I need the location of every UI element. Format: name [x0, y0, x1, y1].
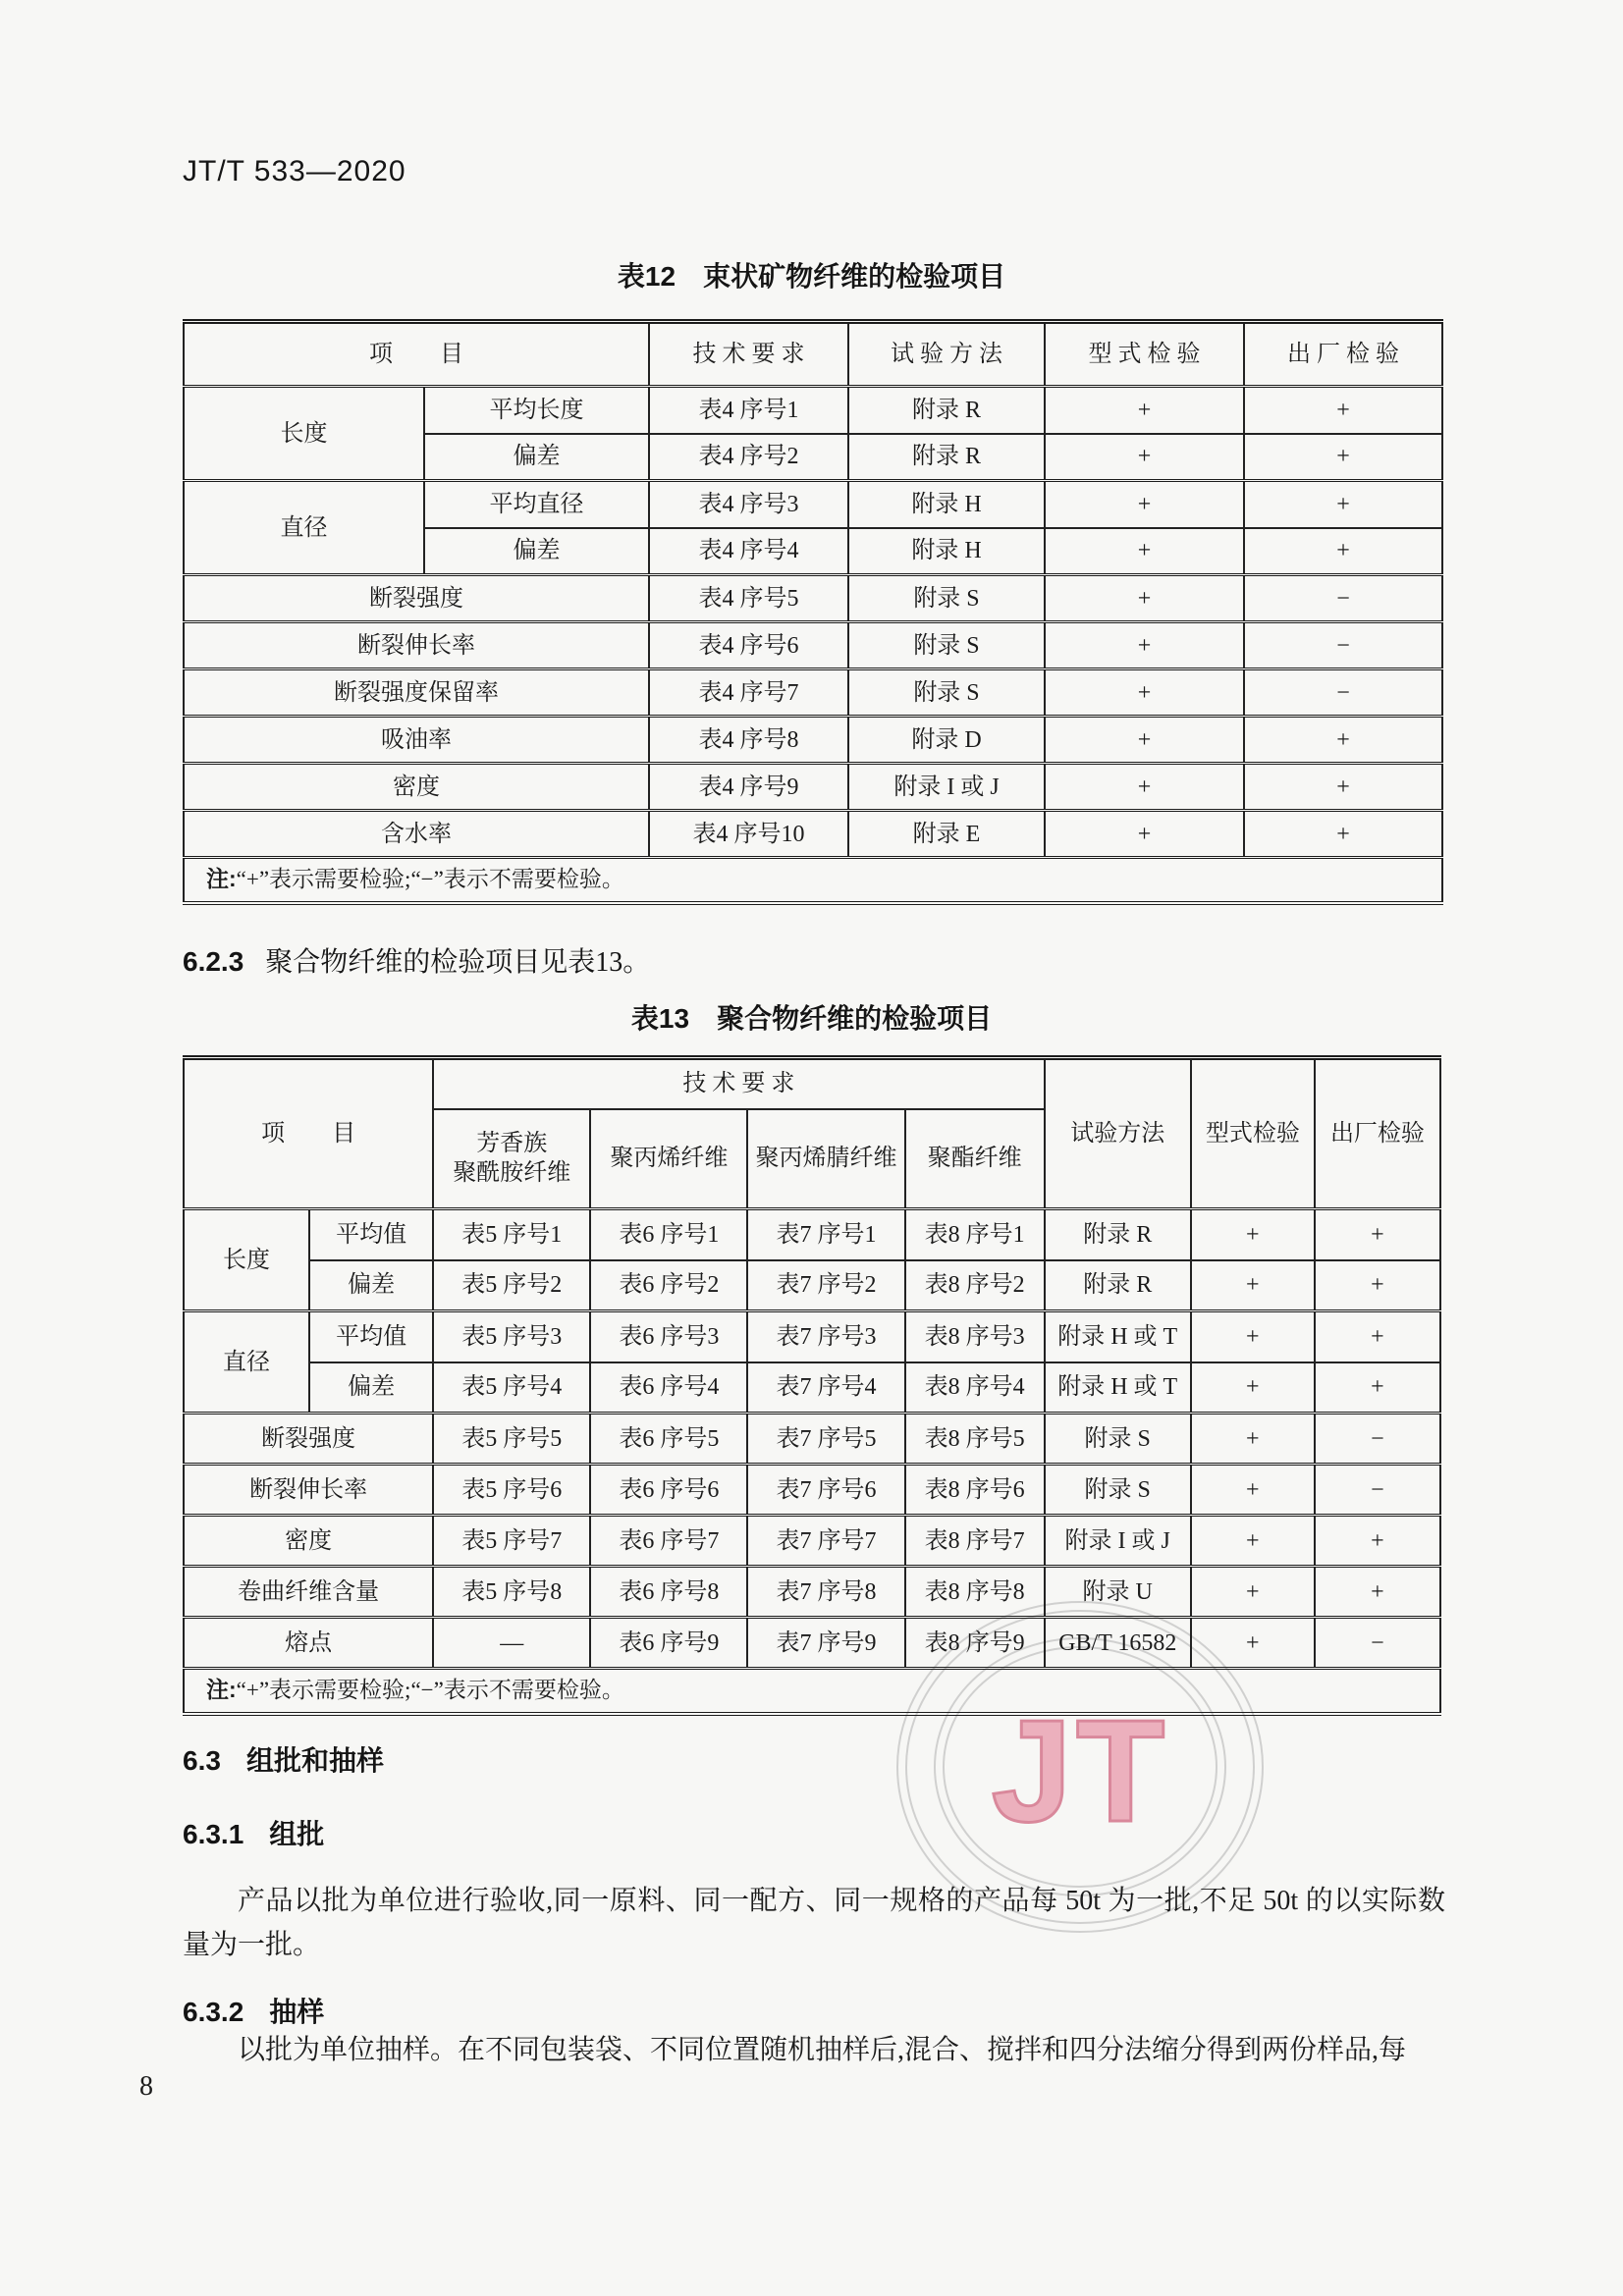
table-row [184, 1414, 1440, 1465]
cell-t8: 表8 序号6 [905, 1465, 1045, 1516]
cell-factory: + [1315, 1567, 1440, 1618]
cell-t5: 表5 序号8 [433, 1567, 590, 1618]
cell-t8: 表8 序号8 [905, 1567, 1045, 1618]
table-row [184, 811, 1442, 858]
cell-type: + [1191, 1465, 1315, 1516]
table-row [184, 322, 1442, 387]
cell-sub: 平均值 [309, 1311, 433, 1362]
cell-t7: 表7 序号2 [747, 1260, 904, 1311]
cell-group: 长度 [184, 1209, 309, 1311]
col-header-method: 试 验 方 法 [848, 322, 1045, 387]
cell-factory: − [1244, 622, 1442, 669]
cell-group: 长度 [184, 387, 424, 481]
table-row [184, 1311, 1440, 1362]
cell-tech: 表4 序号6 [649, 622, 848, 669]
cell-method: 附录 H [848, 528, 1045, 575]
cell-sub: 偏差 [424, 528, 649, 575]
table-note-row [184, 1669, 1440, 1714]
table-row [184, 1465, 1440, 1516]
cell-item: 熔点 [184, 1618, 433, 1669]
cell-tech: 表4 序号1 [649, 387, 848, 434]
cell-tech: 表4 序号4 [649, 528, 848, 575]
section-6-3-1 [183, 1813, 324, 1852]
table-note-row [184, 858, 1442, 903]
cell-t7: 表7 序号3 [747, 1311, 904, 1362]
cell-item: 断裂强度 [184, 575, 649, 622]
cell-sub: 偏差 [309, 1362, 433, 1414]
col-header-fiber-aramid [433, 1109, 590, 1209]
cell-type: + [1191, 1362, 1315, 1414]
cell-t6: 表6 序号1 [590, 1209, 747, 1260]
section-number: 6.3.2 [183, 1997, 244, 2027]
cell-factory: + [1244, 387, 1442, 434]
cell-t5: 表5 序号5 [433, 1414, 590, 1465]
section-number: 6.2.3 [183, 946, 244, 977]
cell-t5: — [433, 1618, 590, 1669]
cell-t6: 表6 序号2 [590, 1260, 747, 1311]
cell-method: 附录 R [1045, 1260, 1191, 1311]
cell-t7: 表7 序号1 [747, 1209, 904, 1260]
note-label: 注: [206, 1677, 237, 1703]
table-12 [183, 319, 1443, 905]
cell-type: + [1045, 481, 1244, 528]
paragraph-6-3-1: 产品以批为单位进行验收,同一原料、同一配方、同一规格的产品每 50t 为一批,不足 50t 的以实际数量为一批。 [183, 1886, 1445, 1960]
cell-type: + [1191, 1567, 1315, 1618]
table-row [184, 575, 1442, 622]
cell-factory: − [1315, 1414, 1440, 1465]
cell-t6: 表6 序号3 [590, 1311, 747, 1362]
cell-sub: 平均长度 [424, 387, 649, 434]
cell-factory: + [1315, 1209, 1440, 1260]
col-header-item: 项 目 [184, 1058, 433, 1209]
cell-type: + [1045, 528, 1244, 575]
cell-type: + [1045, 622, 1244, 669]
cell-item: 吸油率 [184, 717, 649, 764]
cell-t5: 表5 序号2 [433, 1260, 590, 1311]
cell-t7: 表7 序号8 [747, 1567, 904, 1618]
cell-t5: 表5 序号6 [433, 1465, 590, 1516]
cell-t5: 表5 序号1 [433, 1209, 590, 1260]
col-header-tech: 技 术 要 求 [649, 322, 848, 387]
cell-factory: + [1244, 481, 1442, 528]
cell-t8: 表8 序号7 [905, 1516, 1045, 1567]
cell-sub: 平均值 [309, 1209, 433, 1260]
table-note [184, 858, 1442, 903]
cell-method: 附录 D [848, 717, 1045, 764]
cell-method: 附录 S [848, 575, 1045, 622]
section-title: 组批和抽样 [245, 1745, 384, 1776]
cell-item: 密度 [184, 1516, 433, 1567]
table-row [184, 481, 1442, 528]
watermark-jt-letters: JT [991, 1690, 1169, 1852]
cell-type: + [1045, 669, 1244, 717]
cell-method: 附录 R [1045, 1209, 1191, 1260]
cell-t7: 表7 序号6 [747, 1465, 904, 1516]
cell-tech: 表4 序号10 [649, 811, 848, 858]
fiber-name-line1: 芳香族 [476, 1131, 548, 1157]
section-title: 组批 [269, 1819, 325, 1849]
col-header-factory-test: 出 厂 检 验 [1244, 322, 1442, 387]
cell-t5: 表5 序号3 [433, 1311, 590, 1362]
table-note [184, 1669, 1440, 1714]
col-header-method: 试验方法 [1045, 1058, 1191, 1209]
table-row [184, 1618, 1440, 1669]
cell-method: 附录 E [848, 811, 1045, 858]
cell-t6: 表6 序号5 [590, 1414, 747, 1465]
cell-tech: 表4 序号2 [649, 434, 848, 481]
section-title: 抽样 [269, 1997, 325, 2027]
cell-type: + [1045, 811, 1244, 858]
cell-tech: 表4 序号3 [649, 481, 848, 528]
cell-factory: + [1244, 528, 1442, 575]
cell-tech: 表4 序号7 [649, 669, 848, 717]
table-row [184, 1209, 1440, 1260]
cell-method: 附录 S [1045, 1414, 1191, 1465]
cell-type: + [1191, 1516, 1315, 1567]
cell-sub: 偏差 [309, 1260, 433, 1311]
document-code: JT/T 533—2020 [183, 155, 406, 187]
cell-t8: 表8 序号1 [905, 1209, 1045, 1260]
cell-item: 断裂强度 [184, 1414, 433, 1465]
section-number: 6.3 [183, 1745, 221, 1776]
cell-method: GB/T 16582 [1045, 1618, 1191, 1669]
table-row [184, 669, 1442, 717]
cell-type: + [1191, 1414, 1315, 1465]
table-row [184, 622, 1442, 669]
cell-type: + [1045, 764, 1244, 811]
cell-method: 附录 S [1045, 1465, 1191, 1516]
cell-factory: + [1315, 1362, 1440, 1414]
table-row [184, 1260, 1440, 1311]
table-row [184, 717, 1442, 764]
cell-sub: 平均直径 [424, 481, 649, 528]
col-header-type-test: 型 式 检 验 [1045, 322, 1244, 387]
cell-method: 附录 S [848, 622, 1045, 669]
cell-t6: 表6 序号8 [590, 1567, 747, 1618]
cell-item: 断裂强度保留率 [184, 669, 649, 717]
col-header-factory-test: 出厂检验 [1315, 1058, 1440, 1209]
paragraph-6-3-2: 以批为单位抽样。在不同包装袋、不同位置随机抽样后,混合、搅拌和四分法缩分得到两份样品,每 [238, 2035, 1407, 2065]
col-header-type-test: 型式检验 [1191, 1058, 1315, 1209]
cell-method: 附录 S [848, 669, 1045, 717]
fiber-name-line2: 聚酰胺纤维 [453, 1160, 571, 1187]
cell-factory: − [1244, 669, 1442, 717]
cell-group: 直径 [184, 481, 424, 575]
col-header-item: 项 目 [184, 322, 649, 387]
cell-tech: 表4 序号9 [649, 764, 848, 811]
cell-factory: − [1315, 1465, 1440, 1516]
col-header-fiber-pet: 聚酯纤维 [905, 1109, 1045, 1209]
table-row [184, 1516, 1440, 1567]
table-row [184, 1362, 1440, 1414]
section-6-3 [183, 1739, 384, 1779]
section-6-3-2 [183, 1991, 324, 2030]
cell-item: 含水率 [184, 811, 649, 858]
cell-t8: 表8 序号2 [905, 1260, 1045, 1311]
cell-factory: + [1244, 764, 1442, 811]
cell-type: + [1191, 1260, 1315, 1311]
cell-method: 附录 R [848, 434, 1045, 481]
cell-tech: 表4 序号5 [649, 575, 848, 622]
note-text: “+”表示需要检验;“−”表示不需要检验。 [236, 867, 624, 892]
cell-method: 附录 H 或 T [1045, 1362, 1191, 1414]
cell-t7: 表7 序号7 [747, 1516, 904, 1567]
cell-factory: + [1315, 1260, 1440, 1311]
cell-item: 断裂伸长率 [184, 622, 649, 669]
cell-method: 附录 I 或 J [848, 764, 1045, 811]
note-label: 注: [206, 866, 237, 892]
cell-t7: 表7 序号5 [747, 1414, 904, 1465]
cell-method: 附录 U [1045, 1567, 1191, 1618]
cell-type: + [1045, 717, 1244, 764]
cell-factory: − [1315, 1618, 1440, 1669]
col-header-tech: 技 术 要 求 [433, 1058, 1044, 1109]
cell-factory: + [1315, 1311, 1440, 1362]
table-row [184, 1058, 1440, 1109]
cell-t6: 表6 序号9 [590, 1618, 747, 1669]
cell-t8: 表8 序号9 [905, 1618, 1045, 1669]
cell-item: 断裂伸长率 [184, 1465, 433, 1516]
cell-group: 直径 [184, 1311, 309, 1414]
cell-type: + [1045, 434, 1244, 481]
cell-type: + [1191, 1618, 1315, 1669]
cell-factory: + [1315, 1516, 1440, 1567]
cell-t5: 表5 序号4 [433, 1362, 590, 1414]
cell-method: 附录 H [848, 481, 1045, 528]
section-6-2-3 [183, 940, 650, 980]
cell-t5: 表5 序号7 [433, 1516, 590, 1567]
cell-t6: 表6 序号4 [590, 1362, 747, 1414]
cell-tech: 表4 序号8 [649, 717, 848, 764]
col-header-fiber-pp: 聚丙烯纤维 [590, 1109, 747, 1209]
cell-t7: 表7 序号9 [747, 1618, 904, 1669]
table-13 [183, 1055, 1441, 1716]
cell-t7: 表7 序号4 [747, 1362, 904, 1414]
cell-method: 附录 H 或 T [1045, 1311, 1191, 1362]
table-row [184, 1567, 1440, 1618]
cell-t8: 表8 序号4 [905, 1362, 1045, 1414]
table-row [184, 764, 1442, 811]
cell-type: + [1191, 1209, 1315, 1260]
cell-method: 附录 I 或 J [1045, 1516, 1191, 1567]
section-text: 聚合物纤维的检验项目见表13。 [265, 947, 651, 978]
cell-type: + [1045, 575, 1244, 622]
note-text: “+”表示需要检验;“−”表示不需要检验。 [236, 1678, 624, 1703]
cell-t6: 表6 序号6 [590, 1465, 747, 1516]
col-header-fiber-pan: 聚丙烯腈纤维 [747, 1109, 904, 1209]
cell-t6: 表6 序号7 [590, 1516, 747, 1567]
cell-t8: 表8 序号5 [905, 1414, 1045, 1465]
cell-item: 卷曲纤维含量 [184, 1567, 433, 1618]
cell-factory: − [1244, 575, 1442, 622]
cell-sub: 偏差 [424, 434, 649, 481]
table-row [184, 387, 1442, 434]
cell-type: + [1045, 387, 1244, 434]
section-number: 6.3.1 [183, 1819, 244, 1849]
table12-title: 表12 束状矿物纤维的检验项目 [617, 261, 1006, 292]
cell-factory: + [1244, 717, 1442, 764]
cell-factory: + [1244, 811, 1442, 858]
cell-method: 附录 R [848, 387, 1045, 434]
cell-item: 密度 [184, 764, 649, 811]
page-number: 8 [139, 2071, 153, 2102]
cell-type: + [1191, 1311, 1315, 1362]
cell-factory: + [1244, 434, 1442, 481]
cell-t8: 表8 序号3 [905, 1311, 1045, 1362]
table13-title: 表13 聚合物纤维的检验项目 [630, 1003, 993, 1034]
